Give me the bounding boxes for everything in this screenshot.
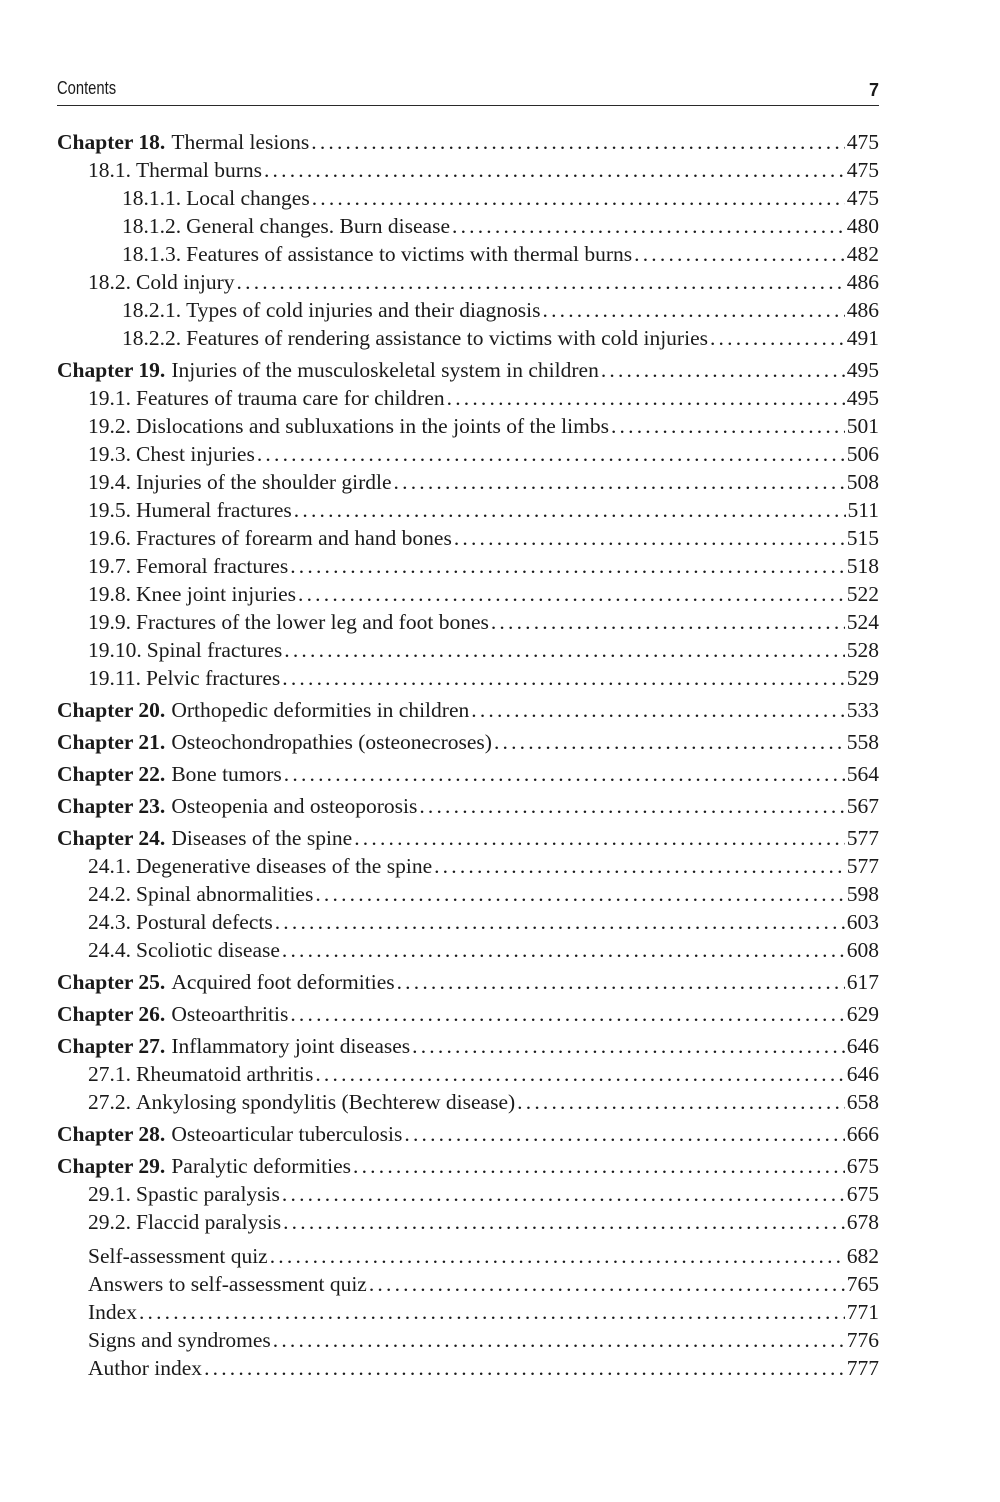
dot-leader [454, 524, 845, 552]
dot-leader [315, 880, 844, 908]
dot-leader [419, 792, 844, 820]
entry-title: Features of trauma care for children [136, 386, 445, 410]
entry-page-number: 501 [846, 414, 879, 438]
dot-leader [517, 1088, 845, 1116]
toc-subsection-entry [57, 324, 879, 352]
entry-text [122, 240, 632, 268]
entry-page-number: 777 [846, 1356, 879, 1380]
toc-subsection-entry [57, 296, 879, 324]
toc-chapter-entry [57, 792, 879, 820]
dot-leader [491, 608, 845, 636]
entry-page-number: 629 [846, 1002, 879, 1026]
toc-subsection-entry [57, 184, 879, 212]
toc-section-entry [57, 1088, 879, 1116]
header-rule [57, 105, 879, 106]
entry-text [88, 1060, 313, 1088]
entry-page-number: 617 [846, 970, 879, 994]
entry-title: Rheumatoid arthritis [136, 1062, 314, 1086]
toc-chapter-entry [57, 1032, 879, 1060]
chapter-number: Chapter 28. [57, 1122, 166, 1146]
entry-page-number: 567 [846, 794, 879, 818]
dot-leader [264, 156, 845, 184]
dot-leader [447, 384, 845, 412]
chapter-number: Chapter 18. [57, 130, 166, 154]
entry-text [88, 608, 489, 636]
entry-text [57, 1152, 351, 1180]
toc-section-entry [57, 1180, 879, 1208]
toc-section-entry [57, 1060, 879, 1088]
chapter-number: Chapter 29. [57, 1154, 166, 1178]
dot-leader [275, 908, 845, 936]
dot-leader [284, 636, 844, 664]
entry-title: Injuries of the musculoskeletal system in children [171, 358, 599, 382]
section-number: 19.8. [88, 582, 131, 606]
dot-leader [434, 852, 845, 880]
running-header [57, 78, 879, 104]
entry-title: Flaccid paralysis [136, 1210, 282, 1234]
entry-page-number: 776 [846, 1328, 879, 1352]
entry-title: Local changes [186, 186, 310, 210]
section-number: 18.1.1. [122, 186, 182, 210]
entry-text [88, 440, 255, 468]
entry-title: Answers to self-assessment quiz [88, 1272, 367, 1296]
entry-page-number: 522 [846, 582, 879, 606]
toc-chapter-entry [57, 760, 879, 788]
dot-leader [298, 580, 845, 608]
entry-title: Osteopenia and osteoporosis [171, 794, 418, 818]
chapter-number: Chapter 27. [57, 1034, 166, 1058]
entry-text [88, 268, 235, 296]
dot-leader [290, 552, 845, 580]
dot-leader [273, 1326, 845, 1354]
entry-title: Fractures of the lower leg and foot bones [136, 610, 489, 634]
entry-text [88, 496, 292, 524]
dot-leader [471, 696, 845, 724]
entry-title: Features of rendering assistance to victims with cold injuries [186, 326, 708, 350]
dot-leader [204, 1354, 845, 1382]
entry-title: Thermal lesions [171, 130, 310, 154]
section-number: 24.1. [88, 854, 131, 878]
entry-text [88, 1298, 137, 1326]
entry-page-number: 666 [846, 1122, 879, 1146]
chapter-number: Chapter 22. [57, 762, 166, 786]
entry-page-number: 511 [847, 498, 879, 522]
entry-page-number: 564 [846, 762, 879, 786]
entry-page-number: 765 [846, 1272, 879, 1296]
toc-subsection-entry [57, 212, 879, 240]
dot-leader [452, 212, 845, 240]
entry-text [122, 184, 310, 212]
dot-leader [404, 1120, 844, 1148]
entry-title: Dislocations and subluxations in the joints of the limbs [136, 414, 609, 438]
section-number: 19.11. [88, 666, 141, 690]
section-number: 27.1. [88, 1062, 131, 1086]
entry-page-number: 506 [846, 442, 879, 466]
dot-leader [710, 324, 845, 352]
chapter-number: Chapter 25. [57, 970, 166, 994]
toc-section-entry [57, 880, 879, 908]
entry-title: Index [88, 1300, 137, 1324]
entry-text [57, 1032, 410, 1060]
dot-leader [412, 1032, 845, 1060]
entry-page-number: 678 [846, 1210, 879, 1234]
entry-page-number: 486 [846, 270, 879, 294]
dot-leader [282, 664, 844, 692]
entry-text [88, 1326, 271, 1354]
toc-backmatter-entry [57, 1354, 879, 1382]
dot-leader [601, 356, 845, 384]
entry-title: Osteoarthritis [171, 1002, 289, 1026]
entry-title: General changes. Burn disease [186, 214, 450, 238]
entry-page-number: 528 [846, 638, 879, 662]
section-number: 19.2. [88, 414, 131, 438]
entry-title: Signs and syndromes [88, 1328, 271, 1352]
toc-backmatter-entry [57, 1298, 879, 1326]
entry-title: Thermal burns [136, 158, 262, 182]
entry-title: Orthopedic deformities in children [171, 698, 470, 722]
entry-page-number: 508 [846, 470, 879, 494]
toc-section-entry [57, 664, 879, 692]
entry-text [88, 1354, 202, 1382]
toc-section-entry [57, 412, 879, 440]
toc-chapter-entry [57, 1152, 879, 1180]
dot-leader [270, 1242, 845, 1270]
entry-page-number: 518 [846, 554, 879, 578]
toc-section-entry [57, 268, 879, 296]
dot-leader [369, 1270, 845, 1298]
toc-chapter-entry [57, 128, 879, 156]
toc-chapter-entry [57, 356, 879, 384]
entry-text [88, 1270, 367, 1298]
entry-text [57, 696, 469, 724]
running-head-title: Contents [57, 78, 117, 98]
entry-text [57, 968, 395, 996]
entry-page-number: 486 [846, 298, 879, 322]
section-number: 18.2. [88, 270, 131, 294]
toc-chapter-entry [57, 1000, 879, 1028]
entry-text [57, 760, 282, 788]
entry-title: Features of assistance to victims with thermal burns [186, 242, 633, 266]
toc-section-entry [57, 908, 879, 936]
entry-text [88, 156, 262, 184]
entry-page-number: 558 [846, 730, 879, 754]
entry-page-number: 480 [846, 214, 879, 238]
dot-leader [611, 412, 845, 440]
entry-title: Paralytic deformities [171, 1154, 352, 1178]
toc-section-entry [57, 156, 879, 184]
entry-title: Types of cold injuries and their diagnosis [186, 298, 541, 322]
entry-text [88, 524, 452, 552]
entry-text [88, 468, 392, 496]
chapter-number: Chapter 19. [57, 358, 166, 382]
chapter-number: Chapter 24. [57, 826, 166, 850]
entry-page-number: 577 [846, 854, 879, 878]
dot-leader [494, 728, 845, 756]
toc-section-entry [57, 936, 879, 964]
entry-page-number: 646 [846, 1034, 879, 1058]
entry-page-number: 603 [846, 910, 879, 934]
section-number: 18.1.2. [122, 214, 182, 238]
entry-title: Postural defects [136, 910, 273, 934]
toc-section-entry [57, 440, 879, 468]
dot-leader [237, 268, 845, 296]
entry-title: Humeral fractures [136, 498, 292, 522]
chapter-number: Chapter 23. [57, 794, 166, 818]
entry-page-number: 658 [846, 1090, 879, 1114]
entry-page-number: 598 [846, 882, 879, 906]
entry-title: Knee joint injuries [136, 582, 297, 606]
section-number: 27.2. [88, 1090, 131, 1114]
entry-title: Pelvic fractures [145, 666, 281, 690]
dot-leader [257, 440, 845, 468]
entry-text [88, 880, 313, 908]
table-of-contents [57, 128, 879, 1382]
entry-page-number: 495 [846, 358, 879, 382]
entry-page-number: 675 [846, 1182, 879, 1206]
dot-leader [294, 496, 846, 524]
entry-text [88, 580, 296, 608]
entry-text [122, 296, 541, 324]
toc-section-entry [57, 636, 879, 664]
entry-text [57, 128, 309, 156]
dot-leader [543, 296, 845, 324]
entry-title: Spinal fractures [146, 638, 283, 662]
entry-title: Bone tumors [171, 762, 282, 786]
section-number: 18.1. [88, 158, 131, 182]
entry-text [88, 852, 432, 880]
dot-leader [311, 128, 845, 156]
entry-title: Scoliotic disease [136, 938, 280, 962]
entry-page-number: 475 [846, 186, 879, 210]
section-number: 24.2. [88, 882, 131, 906]
toc-section-entry [57, 1208, 879, 1236]
entry-text [57, 728, 492, 756]
section-number: 29.2. [88, 1210, 131, 1234]
entry-text [88, 936, 280, 964]
dot-leader [139, 1298, 845, 1326]
entry-title: Fractures of forearm and hand bones [136, 526, 452, 550]
entry-text [57, 824, 352, 852]
page-number: 7 [868, 80, 879, 100]
entry-page-number: 475 [846, 130, 879, 154]
entry-page-number: 491 [846, 326, 879, 350]
dot-leader [353, 1152, 845, 1180]
entry-text [88, 412, 609, 440]
section-number: 19.1. [88, 386, 131, 410]
section-number: 19.5. [88, 498, 131, 522]
toc-backmatter-entry [57, 1242, 879, 1270]
entry-text [57, 1000, 288, 1028]
entry-text [88, 384, 445, 412]
entry-page-number: 495 [846, 386, 879, 410]
section-number: 18.1.3. [122, 242, 182, 266]
dot-leader [282, 936, 845, 964]
chapter-number: Chapter 26. [57, 1002, 166, 1026]
section-number: 19.4. [88, 470, 131, 494]
entry-text [88, 664, 280, 692]
entry-page-number: 529 [846, 666, 879, 690]
entry-title: Ankylosing spondylitis (Bechterew disease) [136, 1090, 516, 1114]
toc-section-entry [57, 468, 879, 496]
entry-page-number: 524 [846, 610, 879, 634]
entry-page-number: 608 [846, 938, 879, 962]
dot-leader [290, 1000, 844, 1028]
entry-text [88, 636, 282, 664]
section-number: 19.6. [88, 526, 131, 550]
entry-text [88, 908, 273, 936]
dot-leader [354, 824, 845, 852]
entry-title: Osteoarticular tuberculosis [171, 1122, 403, 1146]
entry-text [122, 212, 450, 240]
section-number: 19.9. [88, 610, 131, 634]
toc-section-entry [57, 496, 879, 524]
chapter-number: Chapter 20. [57, 698, 166, 722]
entry-title: Spastic paralysis [136, 1182, 280, 1206]
chapter-number: Chapter 21. [57, 730, 166, 754]
section-number: 19.3. [88, 442, 131, 466]
entry-page-number: 533 [846, 698, 879, 722]
dot-leader [282, 1180, 845, 1208]
entry-title: Degenerative diseases of the spine [136, 854, 433, 878]
entry-page-number: 577 [846, 826, 879, 850]
entry-title: Chest injuries [136, 442, 255, 466]
toc-chapter-entry [57, 1120, 879, 1148]
entry-page-number: 515 [846, 526, 879, 550]
section-number: 18.2.1. [122, 298, 182, 322]
entry-page-number: 482 [846, 242, 879, 266]
entry-title: Femoral fractures [136, 554, 289, 578]
entry-page-number: 675 [846, 1154, 879, 1178]
entry-text [88, 1088, 515, 1116]
entry-text [57, 1120, 402, 1148]
entry-page-number: 475 [846, 158, 879, 182]
toc-section-entry [57, 552, 879, 580]
section-number: 29.1. [88, 1182, 131, 1206]
entry-text [57, 792, 417, 820]
dot-leader [284, 760, 845, 788]
entry-title: Self-assessment quiz [88, 1244, 268, 1268]
toc-section-entry [57, 852, 879, 880]
toc-subsection-entry [57, 240, 879, 268]
entry-text [122, 324, 708, 352]
toc-backmatter-entry [57, 1326, 879, 1354]
entry-text [88, 1180, 280, 1208]
entry-title: Osteochondropathies (osteonecroses) [171, 730, 492, 754]
entry-title: Author index [88, 1356, 203, 1380]
entry-title: Cold injury [136, 270, 235, 294]
toc-chapter-entry [57, 696, 879, 724]
entry-title: Acquired foot deformities [171, 970, 395, 994]
dot-leader [312, 184, 845, 212]
entry-page-number: 771 [846, 1300, 879, 1324]
dot-leader [397, 968, 845, 996]
entry-page-number: 646 [846, 1062, 879, 1086]
section-number: 24.4. [88, 938, 131, 962]
entry-page-number: 682 [846, 1244, 879, 1268]
toc-chapter-entry [57, 728, 879, 756]
toc-section-entry [57, 580, 879, 608]
toc-section-entry [57, 524, 879, 552]
toc-chapter-entry [57, 968, 879, 996]
entry-text [57, 356, 599, 384]
dot-leader [634, 240, 845, 268]
toc-backmatter-entry [57, 1270, 879, 1298]
dot-leader [283, 1208, 845, 1236]
section-number: 24.3. [88, 910, 131, 934]
entry-text [88, 1242, 268, 1270]
section-number: 19.10. [88, 638, 142, 662]
entry-title: Diseases of the spine [171, 826, 353, 850]
toc-chapter-entry [57, 824, 879, 852]
dot-leader [394, 468, 845, 496]
entry-text [88, 552, 288, 580]
entry-title: Spinal abnormalities [136, 882, 314, 906]
toc-section-entry [57, 384, 879, 412]
toc-section-entry [57, 608, 879, 636]
entry-title: Injuries of the shoulder girdle [136, 470, 392, 494]
dot-leader [315, 1060, 844, 1088]
section-number: 19.7. [88, 554, 131, 578]
section-number: 18.2.2. [122, 326, 182, 350]
entry-text [88, 1208, 281, 1236]
entry-title: Inflammatory joint diseases [171, 1034, 411, 1058]
